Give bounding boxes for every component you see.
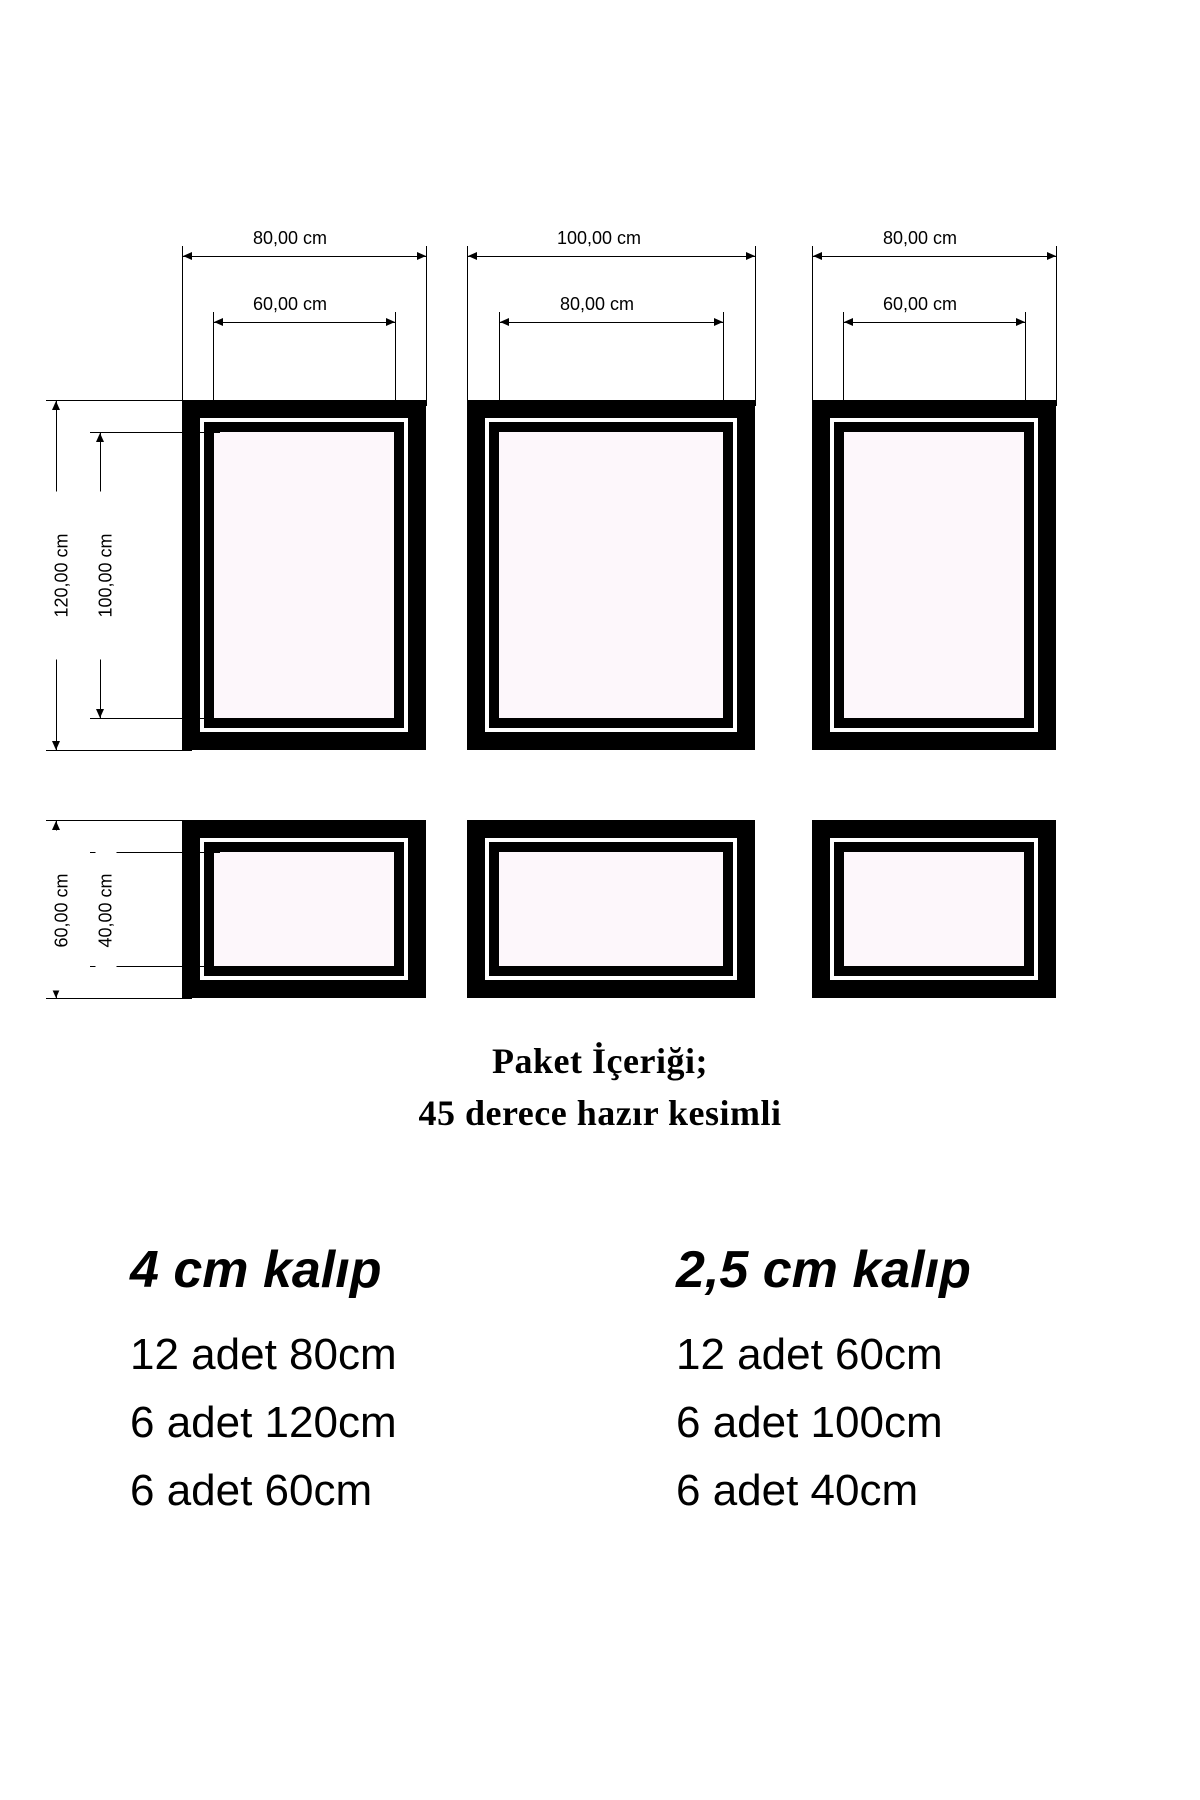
dim-tick — [843, 312, 844, 412]
dim-tick — [90, 432, 220, 433]
dim-label-top-center-outer-width: 100,00 cm — [553, 228, 645, 249]
dim-tick — [395, 312, 396, 412]
dim-line-top-left-inner-width — [213, 322, 395, 323]
frame-bottom-left — [182, 820, 426, 998]
column-line-4cm-3: 6 adet 60cm — [130, 1466, 373, 1515]
dim-arrow — [52, 741, 60, 750]
dim-arrow — [844, 318, 853, 326]
column-title-4cm: 4 cm kalıp — [130, 1241, 382, 1299]
column-line-25cm-2: 6 adet 100cm — [676, 1398, 943, 1447]
frame-bottom-right-art — [844, 852, 1024, 966]
dim-line-top-left-outer-width — [182, 256, 426, 257]
dim-tick — [467, 246, 468, 406]
dim-line-top-right-inner-width — [843, 322, 1025, 323]
column-line-25cm-1: 12 adet 60cm — [676, 1330, 943, 1379]
dim-arrow — [96, 433, 104, 442]
dim-arrow — [1016, 318, 1025, 326]
frame-top-center-art — [499, 432, 723, 718]
dim-arrow — [500, 318, 509, 326]
frame-top-left — [182, 400, 426, 750]
column-line-4cm-1: 12 adet 80cm — [130, 1330, 397, 1379]
dim-tick — [46, 750, 192, 751]
frame-top-left-art — [214, 432, 394, 718]
dim-tick — [46, 400, 192, 401]
dim-tick — [90, 718, 220, 719]
dim-arrow — [813, 252, 822, 260]
column-line-4cm-2: 6 adet 120cm — [130, 1398, 397, 1447]
frame-bottom-right — [812, 820, 1056, 998]
dim-label-top-left-outer-height: 120,00 cm — [52, 492, 73, 660]
dim-label-bottom-left-outer-height: 60,00 cm — [52, 831, 73, 991]
dim-label-top-center-inner-width: 80,00 cm — [556, 294, 638, 315]
dim-tick — [46, 820, 192, 821]
dim-arrow — [746, 252, 755, 260]
dim-arrow — [183, 252, 192, 260]
dim-label-top-right-outer-width: 80,00 cm — [879, 228, 961, 249]
dim-arrow — [1047, 252, 1056, 260]
dim-tick — [182, 246, 183, 406]
dim-label-top-left-inner-height: 100,00 cm — [96, 492, 117, 660]
dim-arrow — [214, 318, 223, 326]
dim-label-bottom-left-inner-height: 40,00 cm — [96, 831, 117, 991]
frame-bottom-center — [467, 820, 755, 998]
dim-tick — [499, 312, 500, 412]
dim-label-top-left-inner-width: 60,00 cm — [249, 294, 331, 315]
dim-arrow — [52, 821, 60, 830]
frame-top-center — [467, 400, 755, 750]
dim-line-top-right-outer-width — [812, 256, 1056, 257]
dim-arrow — [52, 401, 60, 410]
frame-top-right-art — [844, 432, 1024, 718]
dim-arrow — [96, 709, 104, 718]
dim-tick — [755, 246, 756, 406]
column-title-25cm: 2,5 cm kalıp — [676, 1241, 971, 1299]
dim-tick — [812, 246, 813, 406]
dim-label-top-right-inner-width: 60,00 cm — [879, 294, 961, 315]
dim-arrow — [417, 252, 426, 260]
dim-label-top-left-outer-width: 80,00 cm — [249, 228, 331, 249]
frame-bottom-left-art — [214, 852, 394, 966]
frame-top-right — [812, 400, 1056, 750]
dim-tick — [213, 312, 214, 412]
dim-arrow — [386, 318, 395, 326]
package-caption-line2: 45 derece hazır kesimli — [418, 1093, 782, 1133]
frame-bottom-center-art — [499, 852, 723, 966]
dim-tick — [46, 998, 192, 999]
dim-tick — [723, 312, 724, 412]
column-line-25cm-3: 6 adet 40cm — [676, 1466, 919, 1515]
dim-tick — [1056, 246, 1057, 406]
package-caption-line1: Paket İçeriği; — [492, 1041, 708, 1081]
dim-tick — [426, 246, 427, 406]
dim-line-top-center-outer-width — [467, 256, 755, 257]
dim-arrow — [714, 318, 723, 326]
dim-tick — [1025, 312, 1026, 412]
dim-line-top-center-inner-width — [499, 322, 723, 323]
dim-arrow — [468, 252, 477, 260]
